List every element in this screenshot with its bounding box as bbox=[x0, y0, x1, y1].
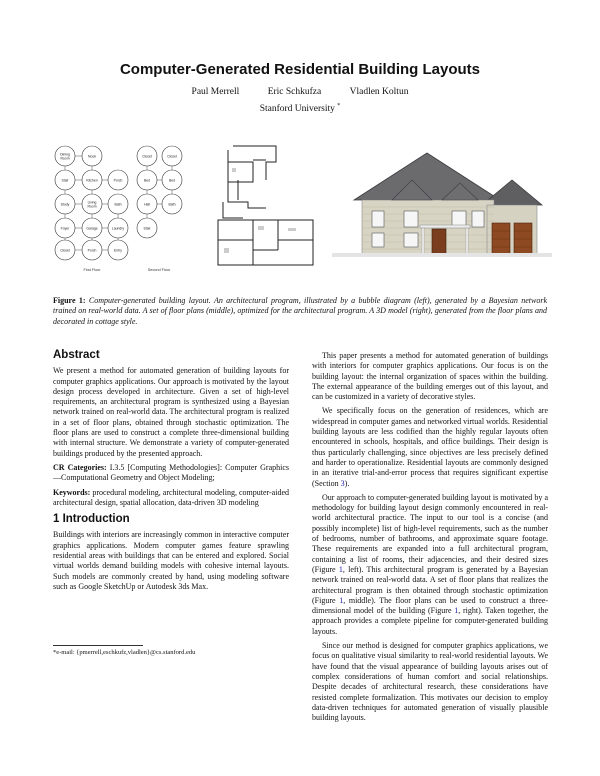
paper-title: Computer-Generated Residential Building Layouts bbox=[119, 61, 481, 78]
text-run: , right). Taken together, the approach provides a complete pipeline for computer-generated building layouts. bbox=[312, 606, 548, 636]
bubble-node bbox=[55, 240, 75, 260]
body-paragraph: Since our method is designed for computer graphics applications, we focus on qualitative visual similarity to real-world residential layouts. We have found that the visual appearance of building layouts arises out of complex considerations of human comfort and social relationships. Despite decades of architectural research, these considerations have resisted complete formalization. This motivates our decision to employ data-driven techniques for automated generation of visually plausible building layouts. bbox=[312, 641, 548, 723]
house-model-illustration bbox=[332, 145, 552, 275]
section-heading-abstract: Abstract bbox=[53, 349, 100, 361]
footnote-email: *e-mail: {pmerrell,eschkufz,vladlen}@cs.stanford.edu bbox=[53, 649, 196, 656]
figure-label: Figure 1: bbox=[53, 296, 86, 305]
text-run: ). bbox=[344, 478, 350, 488]
keywords-text: procedural modeling, architectural modeling, computer-aided architectural design, spatial allocation, data-driven 3D modeling bbox=[53, 487, 290, 507]
text-run: , left). This architectural program is generated by a Bayesian network trained on real-world data. A set of floor plans that realizes the architectural program is then obtained through stochastic optimization (Figure bbox=[312, 564, 548, 605]
bubble-node-label: Entry bbox=[114, 248, 122, 253]
bubble-node-label: Closet bbox=[167, 154, 177, 159]
bubble-node-label: Nook bbox=[88, 154, 96, 159]
affiliation-name: Stanford University bbox=[259, 104, 335, 115]
bubble-node-label: Dining bbox=[60, 152, 70, 157]
bubble-node bbox=[137, 218, 157, 238]
bubble-node bbox=[162, 194, 182, 214]
bubble-node-label: Stair bbox=[143, 226, 151, 231]
bubble-node-label: Garage bbox=[86, 226, 98, 231]
bubble-node-label: Bed bbox=[143, 178, 151, 183]
bubble-node bbox=[108, 218, 128, 238]
affiliation-footnote-mark: * bbox=[337, 103, 341, 109]
bubble-node-label: Closet bbox=[60, 248, 70, 253]
keywords bbox=[53, 488, 289, 509]
section-reference-link[interactable]: 3 bbox=[340, 478, 345, 488]
section-heading-introduction: 1 Introduction bbox=[53, 513, 130, 526]
bubble-node-label: Room bbox=[87, 204, 97, 209]
bubble-node bbox=[82, 194, 102, 214]
affiliation bbox=[0, 103, 600, 114]
figure-reference-link[interactable]: 1 bbox=[339, 595, 344, 605]
text-run: We specifically focus on the generation of residences, which are widespread in computer games and networked virtual worlds. Residential building layouts are less codified than the highly regular layouts often encountered in schools, hospitals, and office buildings. Their design is thus particularly challenging, since objectives are less precisely defined and harder to operationalize. Residential layouts are commonly designed in an iterative trial-and-error process that requires significant expertise (Section bbox=[312, 406, 548, 488]
abstract-body: We present a method for automated generation of building layouts for computer graphics applications. Our approach is motivated by the layout design process developed in architecture. Given a set of high-level requirements, an architectural program is synthesized using a Bayesian network trained on real-world data. The architectural program is realized in a set of floor plans, obtained through stochastic optimization. The floor plans are used to construct a complete three-dimensional building with internal structure. We demonstrate a variety of computer-generated buildings produced by the presented approach. bbox=[53, 366, 289, 458]
bubble-node-label: Kitchen bbox=[86, 178, 98, 183]
bubble-node bbox=[137, 194, 157, 214]
bubble-node-label: Room bbox=[60, 156, 70, 161]
footnote bbox=[53, 645, 289, 656]
text-run: Our approach to computer-generated building layout is motivated by a methodology for building layout design commonly encountered in real-world architectural practice. The input to our tool is a concise (and possibly incomplete) list of high-level requirements, such as the number of bedrooms, number of bathrooms, and approximate square footage. These requirements are expanded into a full architectural program, containing a list of rooms, their adjacencies, and their desired sizes (Figure bbox=[312, 492, 548, 574]
bubble-node-label: Laundry bbox=[111, 226, 125, 231]
right-column bbox=[312, 351, 548, 723]
bubble-node-label: Hall bbox=[144, 202, 150, 207]
author-list bbox=[0, 87, 600, 97]
cr-categories-text: I.3.5 [Computing Methodologies]: Computer Graphics—Computational Geometry and Object Modeling; bbox=[53, 462, 290, 483]
text-run: , middle). The floor plans can be used to construct a three-dimensional model of the building (Figure bbox=[312, 595, 548, 616]
bubble-node bbox=[108, 194, 128, 214]
bubble-diagram-caption: First Floor bbox=[83, 268, 101, 272]
footnote-rule bbox=[53, 645, 143, 646]
bubble-node-label: Bed bbox=[168, 178, 176, 183]
floor-plan-drawing bbox=[208, 140, 323, 275]
bubble-node bbox=[82, 218, 102, 238]
body-paragraph bbox=[312, 406, 548, 488]
bubble-node bbox=[55, 194, 75, 214]
body-paragraph bbox=[312, 493, 548, 637]
figure-reference-link[interactable]: 1 bbox=[338, 564, 343, 574]
figure-caption-text: Computer-generated building layout. An architectural program, illustrated by a bubble diagram (left), generated by a Bayesian network trained on real-world data. A set of floor plans (middle), optimized for the architectural program. A 3D model (right), generated from the floor plans and decorated in cottage style. bbox=[53, 296, 548, 326]
body-paragraph: This paper presents a method for automated generation of buildings with interiors for computer graphics applications. Our focus is on the building layout: the internal organization of spaces within the building. The external appearance of the building emerges out of this layout, and can be customized in a variety of decorative styles. bbox=[312, 351, 548, 402]
bubble-node bbox=[162, 146, 182, 166]
bubble-node-label: Study bbox=[60, 202, 70, 207]
author-name: Paul Merrell bbox=[191, 87, 240, 97]
bubble-node-label: Foyer bbox=[60, 226, 70, 231]
cr-categories bbox=[53, 463, 289, 484]
bubble-node bbox=[55, 146, 75, 166]
bubble-node-label: Bath bbox=[114, 202, 122, 207]
bubble-node bbox=[82, 240, 102, 260]
cr-categories-label: CR Categories: bbox=[53, 462, 107, 472]
figure-caption bbox=[53, 296, 547, 327]
bubble-diagram bbox=[52, 140, 202, 275]
bubble-node-label: Living bbox=[87, 200, 97, 205]
introduction-paragraph: Buildings with interiors are increasingly common in interactive computer graphics applications. Modern computer games feature sprawling residential areas with buildings that can be entered and explored. Social virtual worlds demand building models with cohesive internal layouts. Such models are commonly created by hand, using modeling software such as Google SketchUp or Autodesk 3ds Max. bbox=[53, 530, 289, 591]
bubble-node-label: Porch bbox=[113, 178, 123, 183]
bubble-node bbox=[55, 170, 75, 190]
bubble-node-label: Porch bbox=[87, 248, 97, 253]
bubble-node bbox=[82, 170, 102, 190]
keywords-label: Keywords: bbox=[53, 487, 91, 497]
bubble-node-label: Bath bbox=[168, 202, 176, 207]
bubble-node bbox=[108, 170, 128, 190]
left-column bbox=[53, 350, 289, 592]
bubble-node bbox=[55, 218, 75, 238]
figure-reference-link[interactable]: 1 bbox=[454, 606, 459, 616]
bubble-node-label: Stair bbox=[61, 178, 69, 183]
bubble-diagram-caption: Second Floor bbox=[147, 268, 171, 272]
bubble-node bbox=[82, 146, 102, 166]
bubble-node bbox=[108, 240, 128, 260]
bubble-node bbox=[137, 146, 157, 166]
bubble-node-label: Closet bbox=[142, 154, 152, 159]
author-name: Eric Schkufza bbox=[267, 87, 322, 97]
bubble-node bbox=[162, 170, 182, 190]
bubble-node bbox=[137, 170, 157, 190]
author-name: Vladlen Koltun bbox=[349, 87, 409, 97]
